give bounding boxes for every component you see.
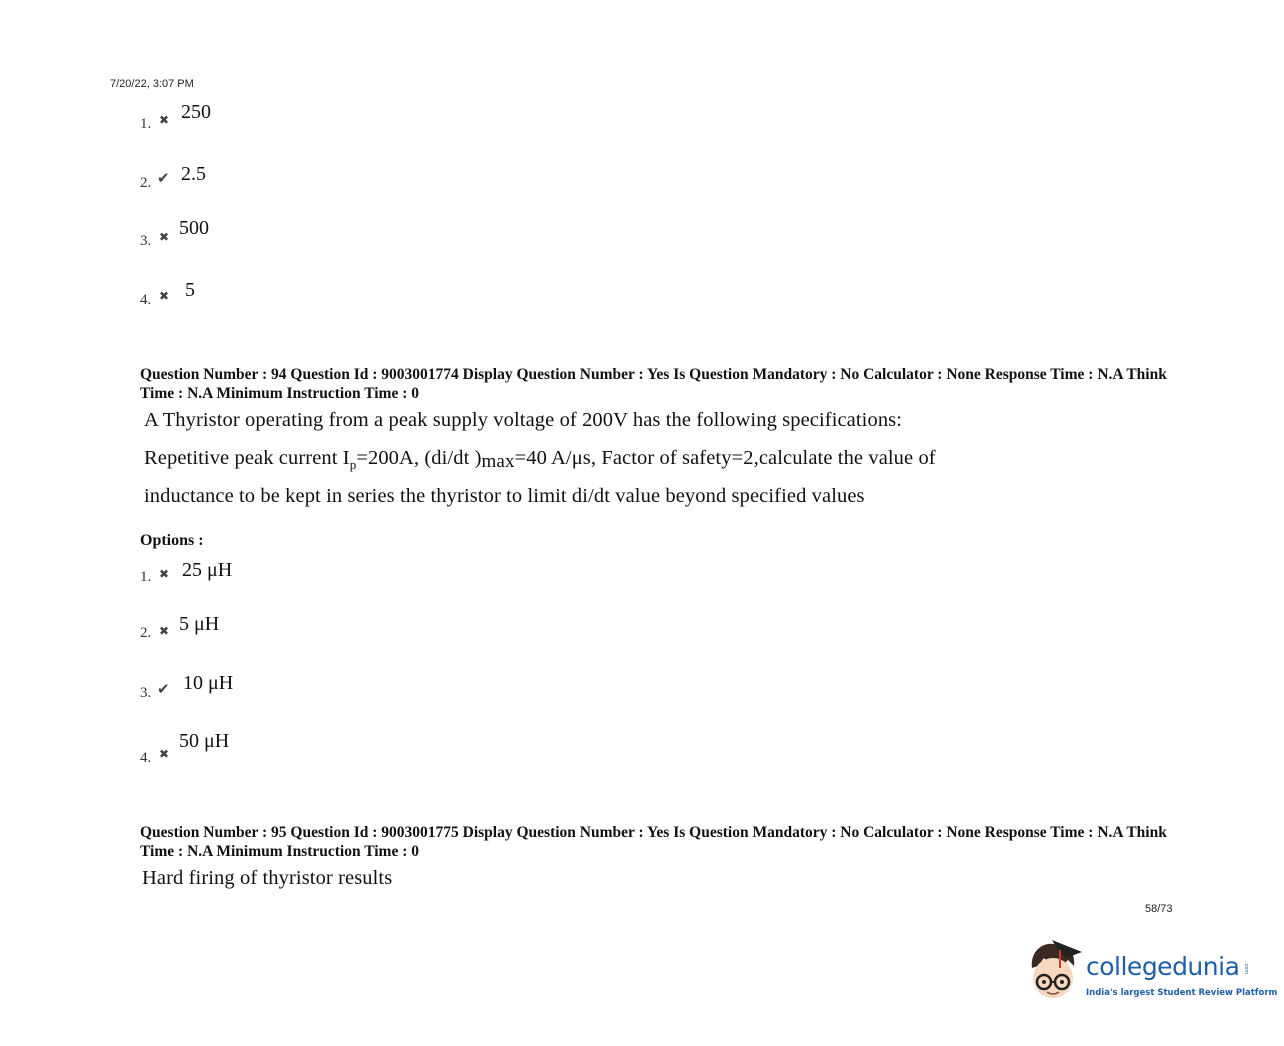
question-text-line <box>144 447 936 473</box>
page-number: 58/73 <box>1145 903 1173 915</box>
collegedunia-logo <box>1022 938 1278 1010</box>
question-meta-95: Question Number : 95 Question Id : 9003001775 Display Question Number : Yes Is Question Mandatory : No Calculator : None Response Time : N.A Think Time : N.A Minimum Instruction Time : 0 <box>140 824 1167 860</box>
option-number: 2. <box>140 625 152 641</box>
question-meta-94: Question Number : 94 Question Id : 9003001774 Display Question Number : Yes Is Question Mandatory : No Calculator : None Response Time : N.A Think Time : N.A Minimum Instruction Time : 0 <box>140 366 1167 402</box>
option-number: 1. <box>140 569 152 585</box>
option-value: 250 <box>181 101 211 123</box>
cross-mark-icon: ✖ <box>159 289 170 303</box>
subscript-p: p <box>349 457 357 473</box>
print-timestamp: 7/20/22, 3:07 PM <box>110 78 194 90</box>
option-number: 4. <box>140 750 152 766</box>
cross-mark-icon: ✖ <box>159 624 170 638</box>
cross-mark-icon: ✖ <box>159 113 170 127</box>
check-mark-icon: ✔ <box>157 169 170 187</box>
option-number: 1. <box>140 116 152 132</box>
brand-tagline: India's largest Student Review Platform <box>1086 988 1278 998</box>
option-number: 3. <box>140 233 152 249</box>
option-value: 5 <box>185 279 195 301</box>
question-text-part: =40 A/μs, Factor of safety=2,calculate the value of <box>514 447 936 469</box>
subscript-max: max <box>481 451 515 472</box>
option-value: 25 μH <box>182 559 233 581</box>
question-text-part: Repetitive peak current I <box>144 447 350 469</box>
option-value: 2.5 <box>181 163 206 185</box>
question-text-line: A Thyristor operating from a peak supply voltage of 200V has the following specifications: <box>144 409 903 431</box>
brand-suffix: .com <box>1243 962 1249 975</box>
option-number: 2. <box>140 175 152 191</box>
question-text-line: inductance to be kept in series the thyristor to limit di/dt value beyond specified values <box>144 485 865 507</box>
option-value: 500 <box>179 217 209 239</box>
option-value: 5 μH <box>179 613 220 635</box>
option-number: 3. <box>140 685 152 701</box>
option-number: 4. <box>140 292 152 308</box>
question-text-line: Hard firing of thyristor results <box>142 867 393 889</box>
cross-mark-icon: ✖ <box>159 567 170 581</box>
option-value: 10 μH <box>183 672 234 694</box>
options-label: Options : <box>140 532 204 549</box>
check-mark-icon: ✔ <box>157 680 170 698</box>
cross-mark-icon: ✖ <box>159 747 170 761</box>
question-text-part: =200A, (di/dt ) <box>356 447 482 469</box>
brand-name: collegedunia <box>1086 952 1240 981</box>
cross-mark-icon: ✖ <box>159 230 170 244</box>
option-value: 50 μH <box>179 730 230 752</box>
mascot-icon <box>1022 938 1084 1008</box>
